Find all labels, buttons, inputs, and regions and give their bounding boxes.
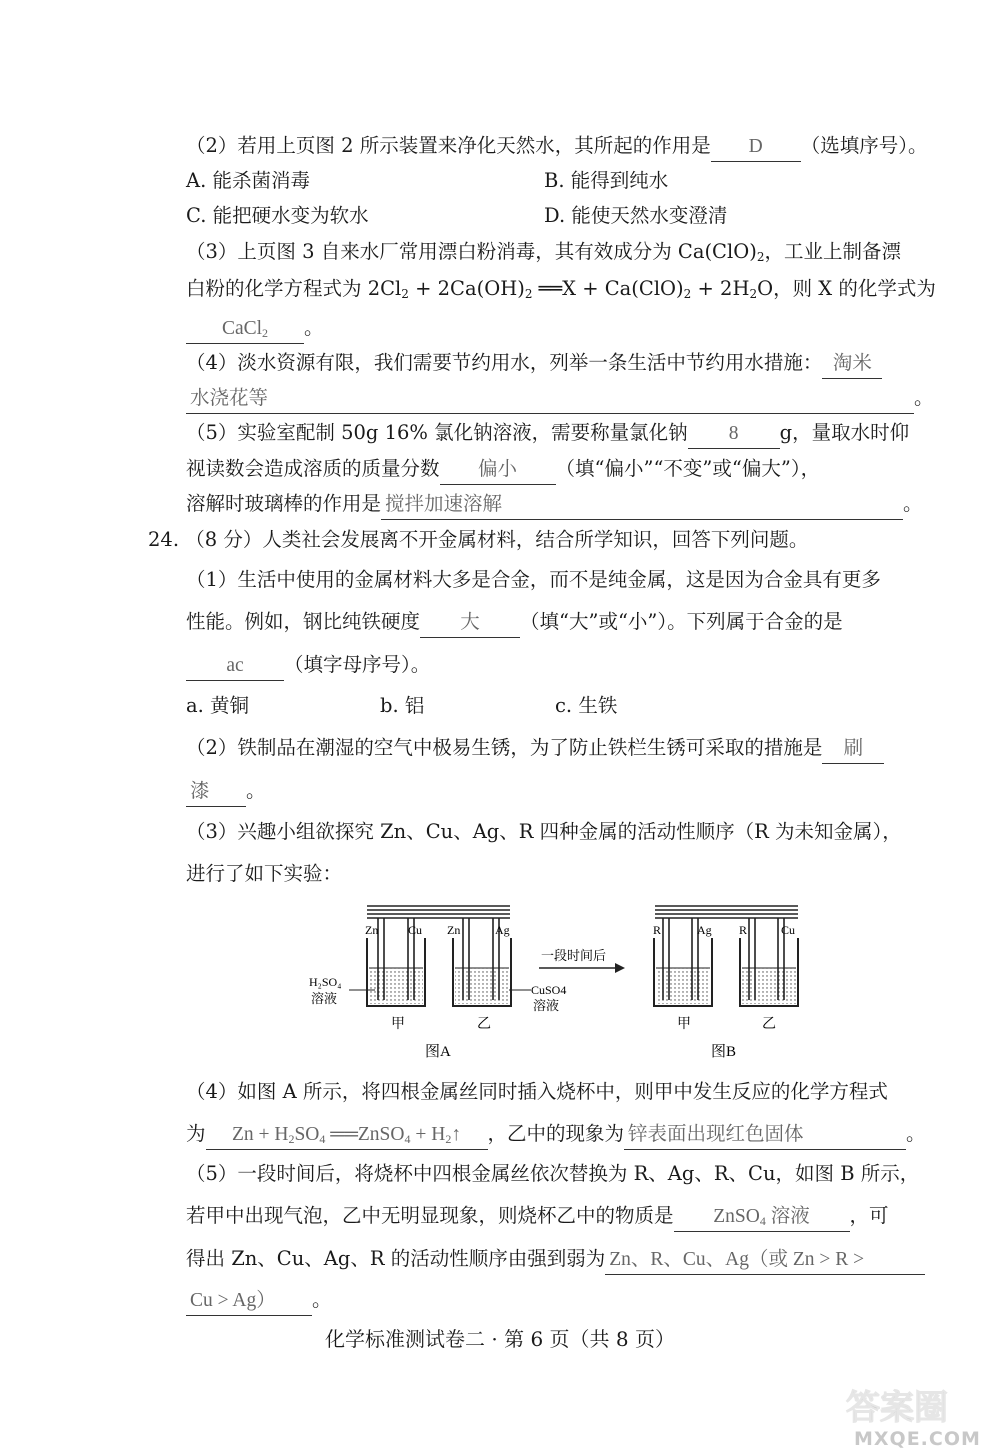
q24-p5-answer-2a: Zn、R、Cu、Ag（或 Zn > R >	[605, 1246, 925, 1275]
beaker-label: 乙	[477, 1017, 491, 1032]
wire-label: R	[653, 923, 662, 937]
q24-option-b: b. 铝	[380, 694, 425, 717]
q24-p5-answer-1: ZnSO$_4$ 溶液	[674, 1203, 850, 1232]
q24-p5-line4: Cu > Ag） 。	[186, 1286, 332, 1316]
beaker-b-jia	[653, 918, 712, 1032]
figure-a-caption: 图A	[425, 1044, 451, 1060]
q24-p4-answer-1: $Zn + H_2SO_4$ ══ZnSO$_4$ + $H_2↑$	[206, 1121, 488, 1150]
q23-p4-line2: 水浇花等 。	[186, 384, 934, 414]
time-arrow	[539, 948, 625, 973]
wire-label: Ag	[697, 923, 712, 937]
q24-p5-line2: 若甲中出现气泡，乙中无明显现象，则烧杯乙中的物质是 ZnSO$_4$ 溶液 ，可	[186, 1202, 889, 1232]
wire-label: Cu	[781, 923, 796, 937]
q24-option-a: a. 黄铜	[186, 694, 250, 717]
beaker-b-yi	[739, 918, 798, 1032]
page-footer: 化学标准测试卷二 · 第 6 页（共 8 页）	[325, 1327, 675, 1351]
solution-label-cuso4: CuSO4	[531, 983, 567, 997]
wire-label: Ag	[495, 923, 510, 937]
q23-p5-line2: 视读数会造成溶质的质量分数 偏小 （填“偏小”“不变”或“偏大”），	[186, 455, 820, 485]
wire-label: Zn	[365, 923, 379, 937]
beaker-label: 甲	[391, 1017, 405, 1032]
q23-p4-line1: （4）淡水资源有限，我们需要节约用水，列举一条生活中节约用水措施： 淘米	[186, 349, 882, 379]
wire-label: Cu	[408, 923, 423, 937]
q23-p5-line3: 溶解时玻璃棒的作用是 搅拌加速溶解 。	[186, 490, 923, 520]
experiment-figure	[305, 898, 825, 1068]
q23-p2-text-after: （选填序号）。	[800, 134, 928, 157]
q24-p5-line1: （5）一段时间后，将烧杯中四根金属丝依次替换为 R、Ag、R、Cu，如图 B 所示，	[186, 1162, 920, 1185]
beaker-a-jia	[365, 918, 425, 1032]
q23-p3-answer: CaCl$_2$	[186, 315, 304, 344]
q23-option-a: A. 能杀菌消毒	[186, 169, 310, 192]
q23-p2-line	[186, 132, 927, 162]
q24-p2-answer-1: 刷	[822, 735, 884, 764]
q24-p2-answer-2: 漆	[186, 778, 246, 807]
q24-option-c: c. 生铁	[555, 694, 618, 717]
beaker-label: 乙	[762, 1017, 776, 1032]
q23-option-d: D. 能使天然水变澄清	[544, 204, 728, 227]
q24-p4-answer-2: 锌表面出现红色固体	[624, 1121, 906, 1150]
q23-option-c: C. 能把硬水变为软水	[186, 204, 369, 227]
figure-b-caption: 图B	[711, 1044, 737, 1060]
beaker-label: 甲	[677, 1017, 691, 1032]
watermark-logo	[840, 1385, 990, 1450]
wire-label: Zn	[447, 923, 461, 937]
q23-p5-answer-2: 偏小	[440, 456, 556, 485]
q24-p4-line1: （4）如图 A 所示，将四根金属丝同时插入烧杯中，则甲中发生反应的化学方程式	[186, 1080, 888, 1103]
q23-p5-answer-1: 8	[688, 420, 780, 449]
solution-label-right: 溶液	[533, 998, 560, 1013]
q23-option-b: B. 能得到纯水	[544, 169, 669, 192]
q24-p1-line1: （1）生活中使用的金属材料大多是合金，而不是纯金属，这是因为合金具有更多	[186, 568, 881, 591]
q23-p2-answer: D	[711, 133, 801, 162]
q24-p1-line2: 性能。例如，钢比纯铁硬度 大 （填“大”或“小”）。下列属于合金的是	[186, 608, 843, 638]
q24-p4-line2: 为 $Zn + H_2SO_4$ ══ZnSO$_4$ + $H_2↑$ ，乙中的现象为 锌表面出现红色固体 。	[186, 1120, 926, 1150]
beaker-a-yi	[447, 918, 511, 1032]
solution-label-h2so4: H₂SO₄	[309, 975, 342, 989]
q24-p5-answer-2b: Cu > Ag）	[186, 1287, 312, 1316]
q24-p2-line2: 漆 。	[186, 777, 266, 807]
wire-label: R	[739, 923, 748, 937]
q24-p5-line3: 得出 Zn、Cu、Ag、R 的活动性顺序由强到弱为 Zn、R、Cu、Ag（或 Zn > R >	[186, 1245, 925, 1275]
q23-p3-line3: CaCl$_2$ 。	[186, 314, 324, 344]
q23-p2-text: （2）若用上页图 2 所示装置来净化天然水，其所起的作用是	[186, 134, 711, 157]
q23-p4-answer-2: 水浇花等	[186, 385, 914, 414]
q24-p1-answer-1: 大	[420, 609, 520, 638]
figure-a	[309, 906, 566, 1060]
q23-p5-line1: （5）实验室配制 50g 16% 氯化钠溶液，需要称量氯化钠 8 g，量取水时仰	[186, 419, 909, 449]
q24-header: 24. （8 分）人类社会发展离不开金属材料，结合所学知识，回答下列问题。	[148, 528, 809, 551]
q24-p1-answer-2: ac	[186, 652, 284, 681]
q23-p3-line1: （3）上页图 3 自来水厂常用漂白粉消毒，其有效成分为 $Ca(ClO)_2$，工业上制备漂	[186, 240, 901, 264]
q23-p5-answer-3: 搅拌加速溶解	[381, 491, 903, 520]
q24-p3-line2: 进行了如下实验：	[186, 862, 343, 885]
figure-b	[653, 906, 798, 1060]
solution-label-left: 溶液	[311, 991, 338, 1006]
svg-text:答案圈: 答案圈	[846, 1388, 948, 1428]
q24-p2-line1: （2）铁制品在潮湿的空气中极易生锈，为了防止铁栏生锈可采取的措施是 刷	[186, 734, 884, 764]
q23-p4-answer-1: 淘米	[822, 350, 882, 379]
arrow-label: 一段时间后	[541, 948, 607, 963]
svg-text:MXQE.COM: MXQE.COM	[854, 1428, 981, 1450]
q23-p3-line2: 白粉的化学方程式为 $2Cl_2 + 2Ca(OH)_2$ ══X + $Ca(ClO)_2 + 2H_2O$，则 X 的化学式为	[186, 277, 936, 301]
q24-p3-line1: （3）兴趣小组欲探究 Zn、Cu、Ag、R 四种金属的活动性顺序（R 为未知金属），	[186, 820, 902, 843]
q24-p1-line3: ac （填字母序号）。	[186, 651, 430, 681]
